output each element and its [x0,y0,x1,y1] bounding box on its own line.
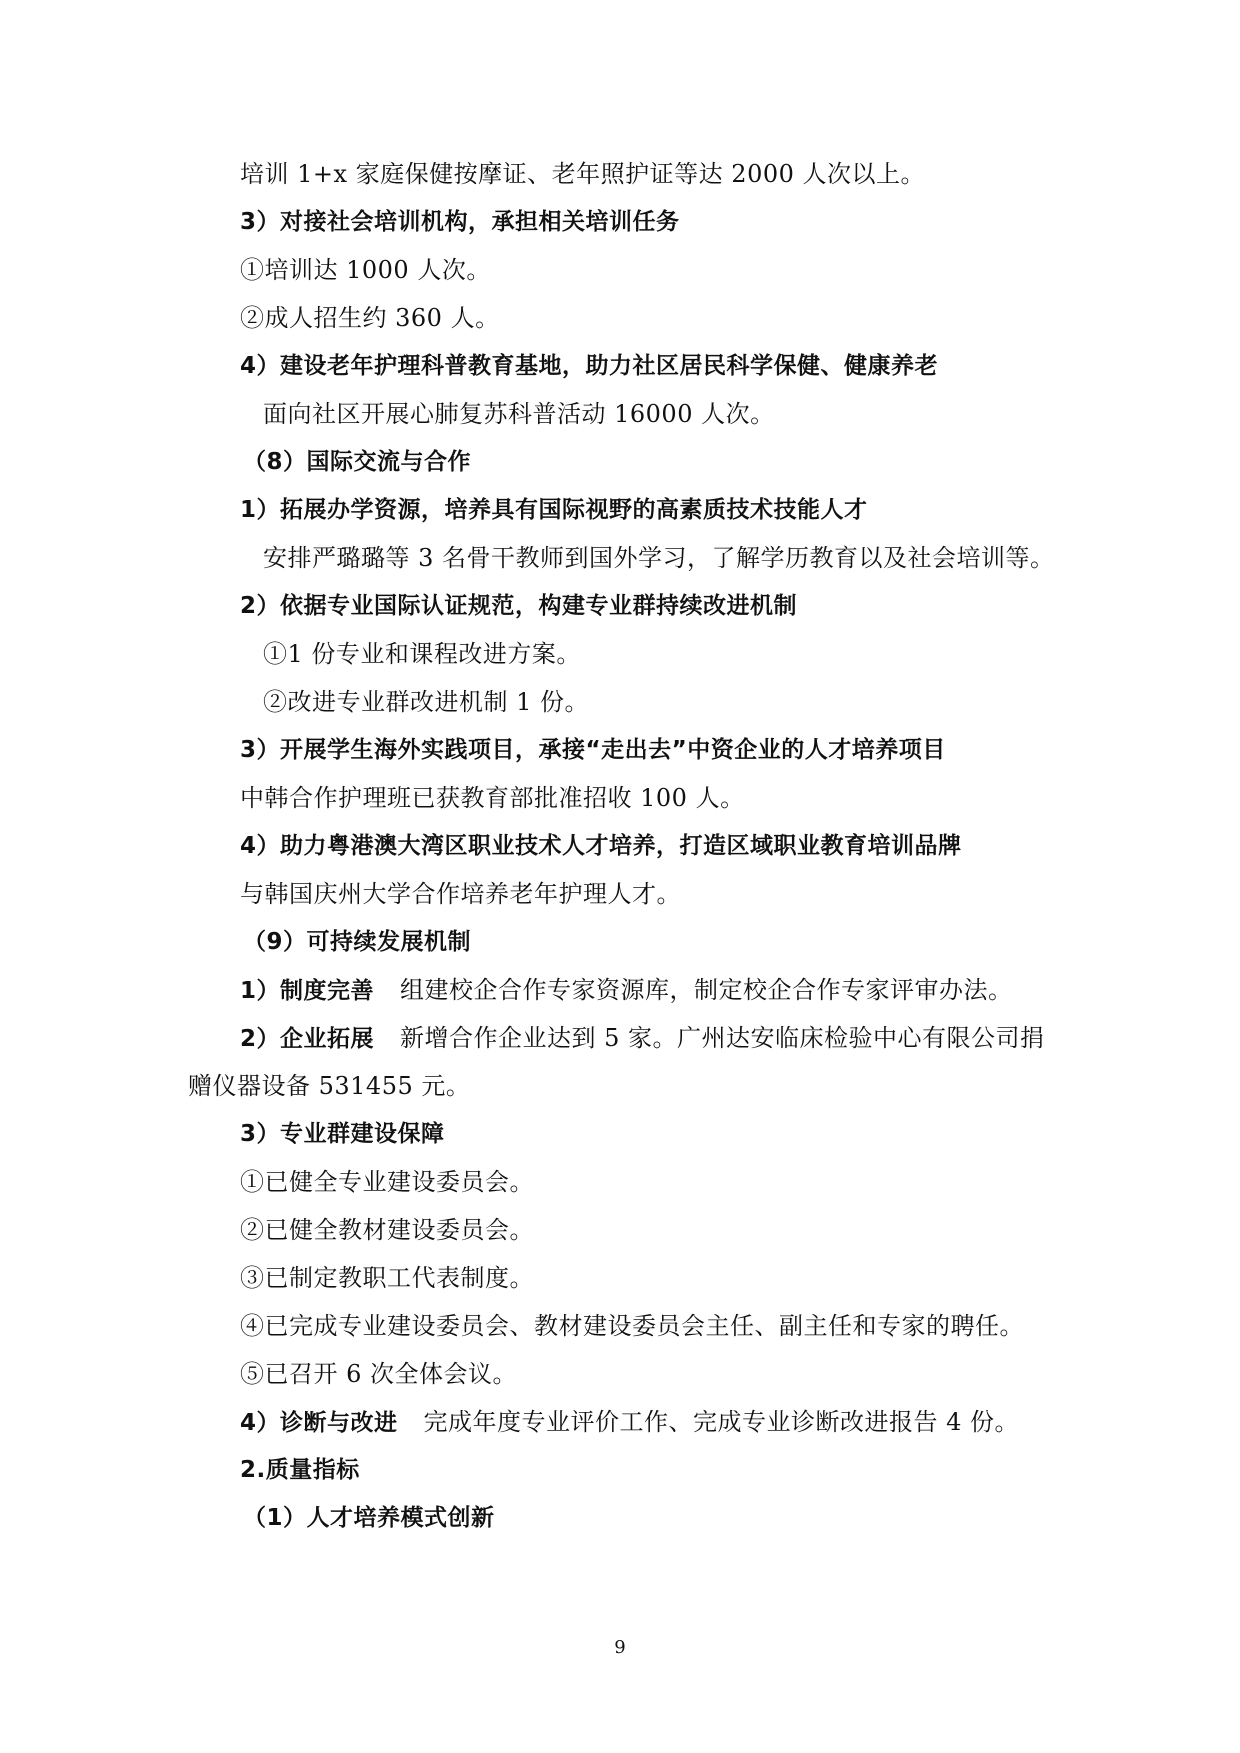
labeled-paragraph [240,1022,1045,1055]
paragraph-line: 安排严璐璐等 3 名骨干教师到国外学习，了解学历教育以及社会培训等。 [263,544,1055,572]
paragraph-label: 1）制度完善 [240,978,375,1004]
list-item: ③已制定教职工代表制度。 [240,1264,534,1292]
list-item: ①培训达 1000 人次。 [240,256,491,284]
page-number: 9 [614,1637,626,1658]
list-item: ②已健全教材建设委员会。 [240,1216,534,1244]
paragraph-label: 2）企业拓展 [240,1026,375,1052]
paragraph-line: 面向社区开展心肺复苏科普活动 16000 人次。 [263,400,775,428]
subsection-heading: （9）可持续发展机制 [243,929,472,955]
paragraph-label: 4）诊断与改进 [240,1410,398,1436]
subsection-heading: （8）国际交流与合作 [243,449,472,475]
list-item: ④已完成专业建设委员会、教材建设委员会主任、副主任和专家的聘任。 [240,1312,1024,1340]
section-heading: 3）对接社会培训机构，承担相关培训任务 [240,209,680,235]
paragraph-line: 赠仪器设备 531455 元。 [188,1072,471,1100]
section-heading: 1）拓展办学资源，培养具有国际视野的高素质技术技能人才 [240,497,868,523]
section-heading: 3）专业群建设保障 [240,1121,445,1147]
paragraph-text: 组建校企合作专家资源库，制定校企合作专家评审办法。 [400,976,1013,1004]
labeled-paragraph [240,1406,1019,1439]
subsection-heading: （1）人才培养模式创新 [243,1505,495,1531]
list-item: ②改进专业群改进机制 1 份。 [263,688,590,716]
list-item: ①1 份专业和课程改进方案。 [263,640,581,668]
chapter-heading: 2.质量指标 [240,1457,360,1483]
section-heading: 4）建设老年护理科普教育基地，助力社区居民科学保健、健康养老 [240,353,939,379]
paragraph-line: 中韩合作护理班已获教育部批准招收 100 人。 [240,784,745,812]
paragraph-line: 培训 1+x 家庭保健按摩证、老年照护证等达 2000 人次以上。 [240,160,926,188]
list-item: ①已健全专业建设委员会。 [240,1168,534,1196]
section-heading: 3）开展学生海外实践项目，承接“走出去”中资企业的人才培养项目 [240,737,946,763]
labeled-paragraph [240,974,1013,1007]
paragraph-text: 新增合作企业达到 5 家。广州达安临床检验中心有限公司捐 [400,1024,1045,1052]
list-item: ⑤已召开 6 次全体会议。 [240,1360,518,1388]
paragraph-text: 完成年度专业评价工作、完成专业诊断改进报告 4 份。 [423,1408,1020,1436]
section-heading: 2）依据专业国际认证规范，构建专业群持续改进机制 [240,593,798,619]
list-item: ②成人招生约 360 人。 [240,304,500,332]
section-heading: 4）助力粤港澳大湾区职业技术人才培养，打造区域职业教育培训品牌 [240,833,962,859]
paragraph-line: 与韩国庆州大学合作培养老年护理人才。 [240,880,681,908]
